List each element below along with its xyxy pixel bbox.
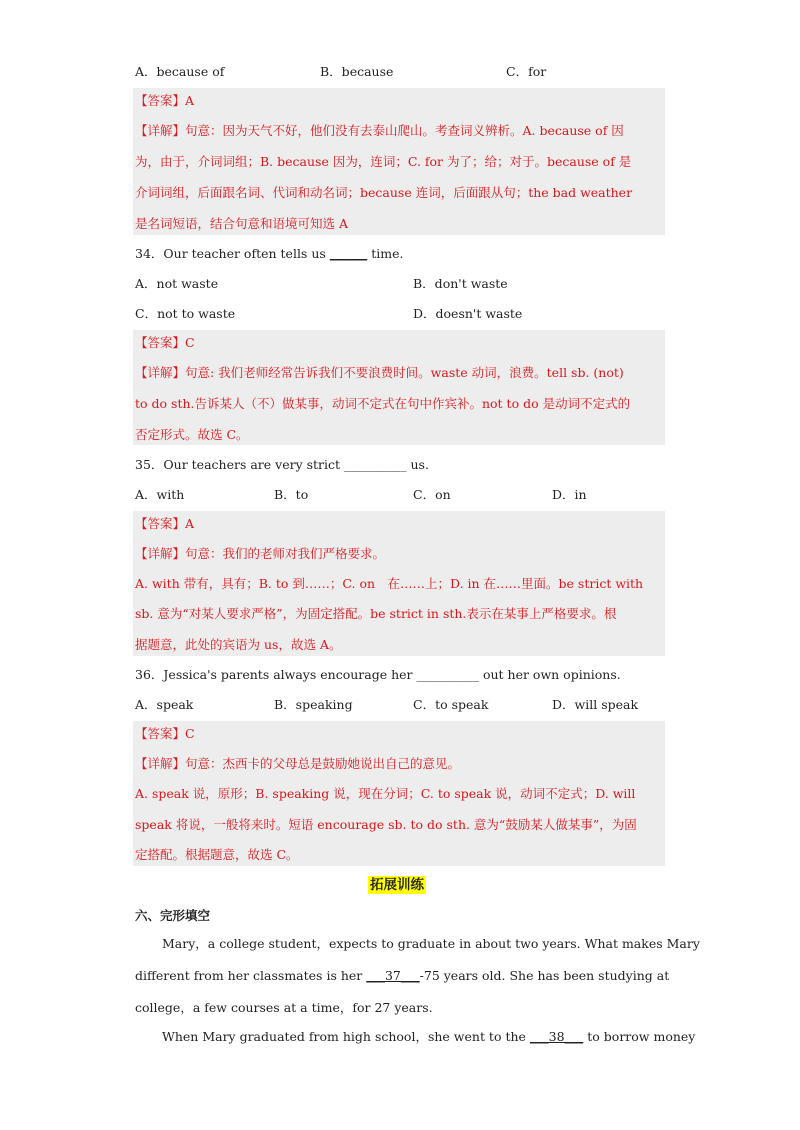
passage-line <box>162 1029 695 1045</box>
q36-detail-line: 定搭配。根据题意，故选 C。 <box>135 847 299 862</box>
q33-detail-line: 【详解】句意：因为天气不好，他们没有去泰山爬山。考查词义辨析。A. because of 因 <box>135 123 624 138</box>
q33-option-c: C．for <box>506 64 547 79</box>
q33-option-b: B．because <box>320 64 394 79</box>
passage-text: to borrow money <box>583 1029 696 1044</box>
q35-stem: 35．Our teachers are very strict __________ us. <box>135 457 429 472</box>
q34-option-c: C．not to waste <box>135 306 236 321</box>
section-title: 六、完形填空 <box>135 908 211 923</box>
q36-detail-line: speak 将说，一般将来时。短语 encourage sb. to do sth. 意为“鼓励某人做某事”，为固 <box>135 817 637 832</box>
q34-stem-after: time. <box>367 246 404 261</box>
q35-answer: 【答案】A <box>135 516 195 531</box>
q35-option-b: B．to <box>274 487 309 502</box>
q35-detail-line: A. with 带有，具有；B. to 到……；C. on 在……上；D. in 在……里面。be strict with <box>135 576 644 591</box>
q34-option-d: D．doesn't waste <box>413 306 523 321</box>
training-heading: 拓展训练 <box>370 877 424 893</box>
q33-detail-line: 是名词短语，结合句意和语境可知选 A <box>135 216 349 231</box>
q36-option-a: A．speak <box>135 697 194 712</box>
q35-option-c: C．on <box>413 487 451 502</box>
q36-answer: 【答案】C <box>135 726 195 741</box>
q34-blank: ______ <box>329 246 368 261</box>
q34-detail-line: 【详解】句意: 我们老师经常告诉我们不要浪费时间。waste 动词，浪费。tell sb. (not) <box>135 365 624 380</box>
q36-option-d: D．will speak <box>552 697 639 712</box>
q33-answer: 【答案】A <box>135 93 195 108</box>
q34-stem-before: 34．Our teacher often tells us <box>135 246 330 261</box>
q35-detail-line: 据题意，此处的宾语为 us，故选 A。 <box>135 637 342 652</box>
q36-detail-line: 【详解】句意：杰西卡的父母总是鼓励她说出自己的意见。 <box>135 756 461 771</box>
q33-detail-line: 介词词组，后面跟名词、代词和动名词；because 连词，后面跟从句；the bad weather <box>135 185 633 200</box>
q36-option-c: C．to speak <box>413 697 489 712</box>
passage-text: different from her classmates is her <box>135 968 367 983</box>
passage-text: When Mary graduated from high school，she went to the <box>162 1029 530 1044</box>
passage-line <box>135 968 669 984</box>
q34-option-b: B．don't waste <box>413 276 508 291</box>
blank-37: ___37___ <box>366 968 420 983</box>
blank-38: ___38___ <box>529 1029 584 1044</box>
q33-option-a: A．because of <box>135 64 225 79</box>
q35-option-a: A．with <box>135 487 185 502</box>
q36-stem: 36．Jessica's parents always encourage her __________ out her own opinions. <box>135 667 621 682</box>
q35-detail-line: 【详解】句意：我们的老师对我们严格要求。 <box>135 546 386 561</box>
q34-detail-line: to do sth.告诉某人（不）做某事，动词不定式在句中作宾补。not to do 是动词不定式的 <box>135 396 631 411</box>
q36-detail-line: A. speak 说，原形；B. speaking 说，现在分词；C. to speak 说，动词不定式；D. will <box>135 786 636 801</box>
passage-line: Mary，a college student，expects to graduate in about two years. What makes Mary <box>162 936 700 951</box>
q35-detail-line: sb. 意为“对某人要求严格”，为固定搭配。be strict in sth.表示在某事上严格要求。根 <box>135 606 617 621</box>
passage-line: college，a few courses at a time，for 27 years. <box>135 1000 433 1015</box>
q34-option-a: A．not waste <box>135 276 219 291</box>
q34-stem <box>135 246 403 262</box>
q33-detail-line: 为，由于，介词词组；B. because 因为，连词；C. for 为了；给；对于。because of 是 <box>135 154 632 169</box>
q36-option-b: B．speaking <box>274 697 353 712</box>
q34-answer: 【答案】C <box>135 335 195 350</box>
q35-option-d: D．in <box>552 487 587 502</box>
q34-detail-line: 否定形式。故选 C。 <box>135 427 249 442</box>
passage-text: -75 years old. She has been studying at <box>419 968 670 983</box>
